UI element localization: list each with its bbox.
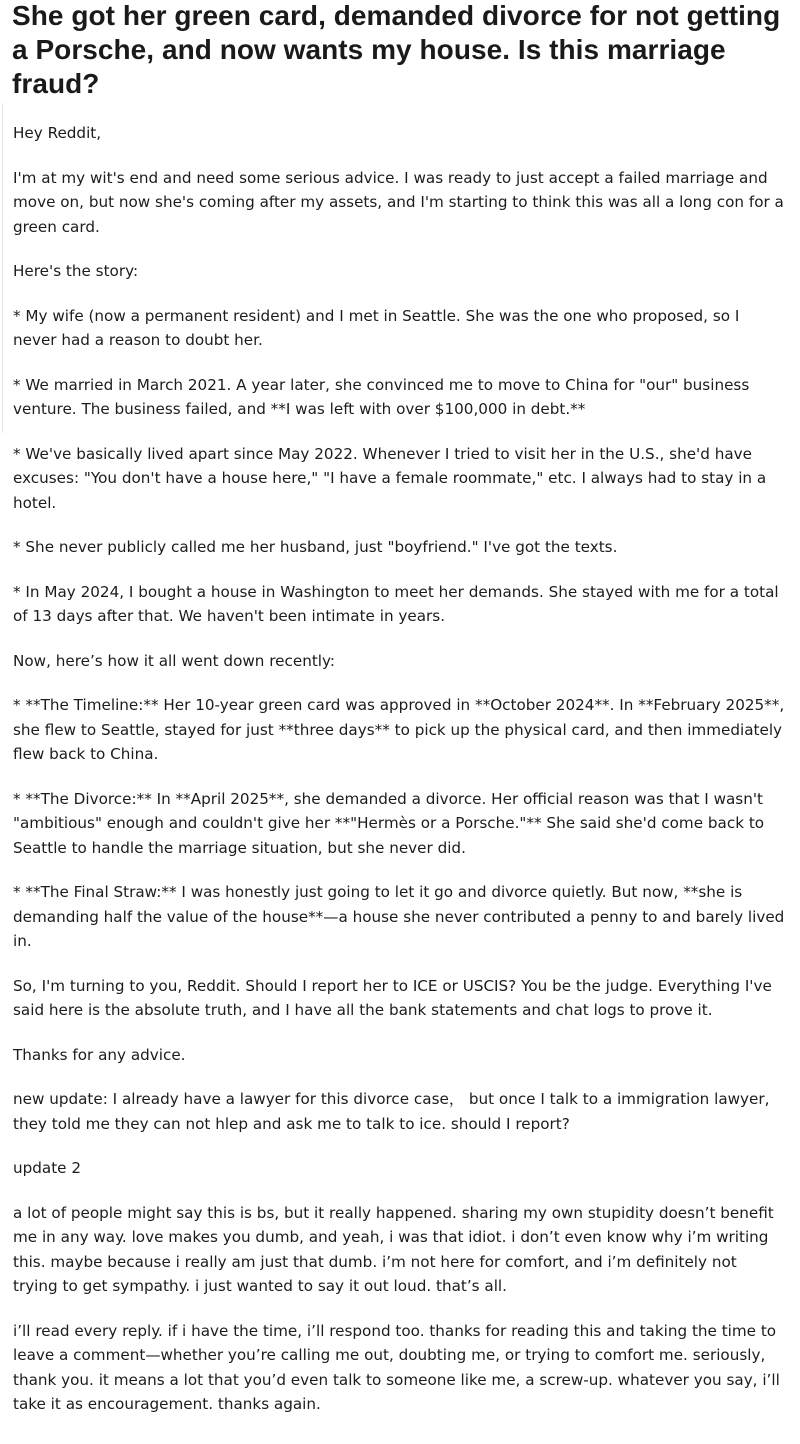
post-paragraph: i’ll read every reply. if i have the time, i’ll respond too. thanks for reading this and taking the time to leave a comment—whether you’re calling me out, doubting me, or trying to comfort me. seriously, thank you. it means a lot that you’d even talk to someone like me, a screw-up. whatever you say, i’ll take it as encouragement. thanks again. (13, 1321, 780, 1413)
post-title: She got her green card, demanded divorce for not getting a Porsche, and now wants my house. Is this marriage fraud? (12, 0, 781, 99)
post-paragraph: Hey Reddit, (13, 124, 102, 142)
post-paragraph: * **The Divorce:** In **April 2025**, she demanded a divorce. Her official reason was that I wasn't "ambitious" enough and couldn't give her **"Hermès or a Porsche."** She said she'd come back to Seattle to handle the marriage situation, but she never did. (13, 789, 765, 857)
post-body (13, 121, 785, 1437)
post-paragraph: I'm at my wit's end and need some serious advice. I was ready to just accept a failed marriage and move on, but now she's coming after my assets, and I'm starting to think this was all a long con for a green card. (13, 168, 784, 236)
post-paragraph: Thanks for any advice. (13, 1045, 186, 1064)
post-paragraph: Now, here’s how it all went down recently: (13, 651, 335, 670)
post-paragraph: * She never publicly called me her husband, just "boyfriend." I've got the texts. (13, 538, 618, 556)
post-paragraph: * My wife (now a permanent resident) and I met in Seattle. She was the one who proposed, so I never had a reason to doubt her. (13, 306, 740, 349)
post-paragraph: So, I'm turning to you, Reddit. Should I report her to ICE or USCIS? You be the judge. Everything I've said here is the absolute truth, and I have all the bank statements and chat logs to prove it. (13, 976, 772, 1019)
post-paragraph: * **The Final Straw:** I was honestly just going to let it go and divorce quietly. But now, **she is demanding half the value of the house**—a house she never contributed a penny to and barely lived in. (13, 883, 785, 950)
post-paragraph: update 2 (13, 1159, 82, 1177)
post-paragraph: new update: I already have a lawyer for this divorce case， but once I talk to a immigration lawyer, they told me they can not hlep and ask me to talk to ice. should I report? (13, 1090, 770, 1133)
post-paragraph: * We married in March 2021. A year later, she convinced me to move to China for "our" business venture. The business failed, and **I was left with over $100,000 in debt.** (13, 375, 750, 418)
post-paragraph: * We've basically lived apart since May 2022. Whenever I tried to visit her in the U.S., she'd have excuses: "You don't have a house here," "I have a female roommate," etc. I always had to stay in a hotel. (13, 444, 767, 512)
post-paragraph: Here's the story: (13, 262, 139, 280)
post-paragraph: * **The Timeline:** Her 10-year green card was approved in **October 2024**. In **February 2025**, she flew to Seattle, stayed for just **three days** to pick up the physical card, and then immediately flew back to China. (13, 696, 785, 763)
post-paragraph: a lot of people might say this is bs, but it really happened. sharing my own stupidity doesn’t benefit me in any way. love makes you dumb, and yeah, i was that idiot. i don’t even know why i’m writing this. maybe because i really am just that dumb. i’m not here for comfort, and i’m definitely not trying to get sympathy. i just wanted to say it out loud. that’s all. (13, 1203, 774, 1295)
post-paragraph: * In May 2024, I bought a house in Washington to meet her demands. She stayed with me for a total of 13 days after that. We haven't been intimate in years. (13, 582, 779, 625)
body-divider (2, 103, 3, 433)
